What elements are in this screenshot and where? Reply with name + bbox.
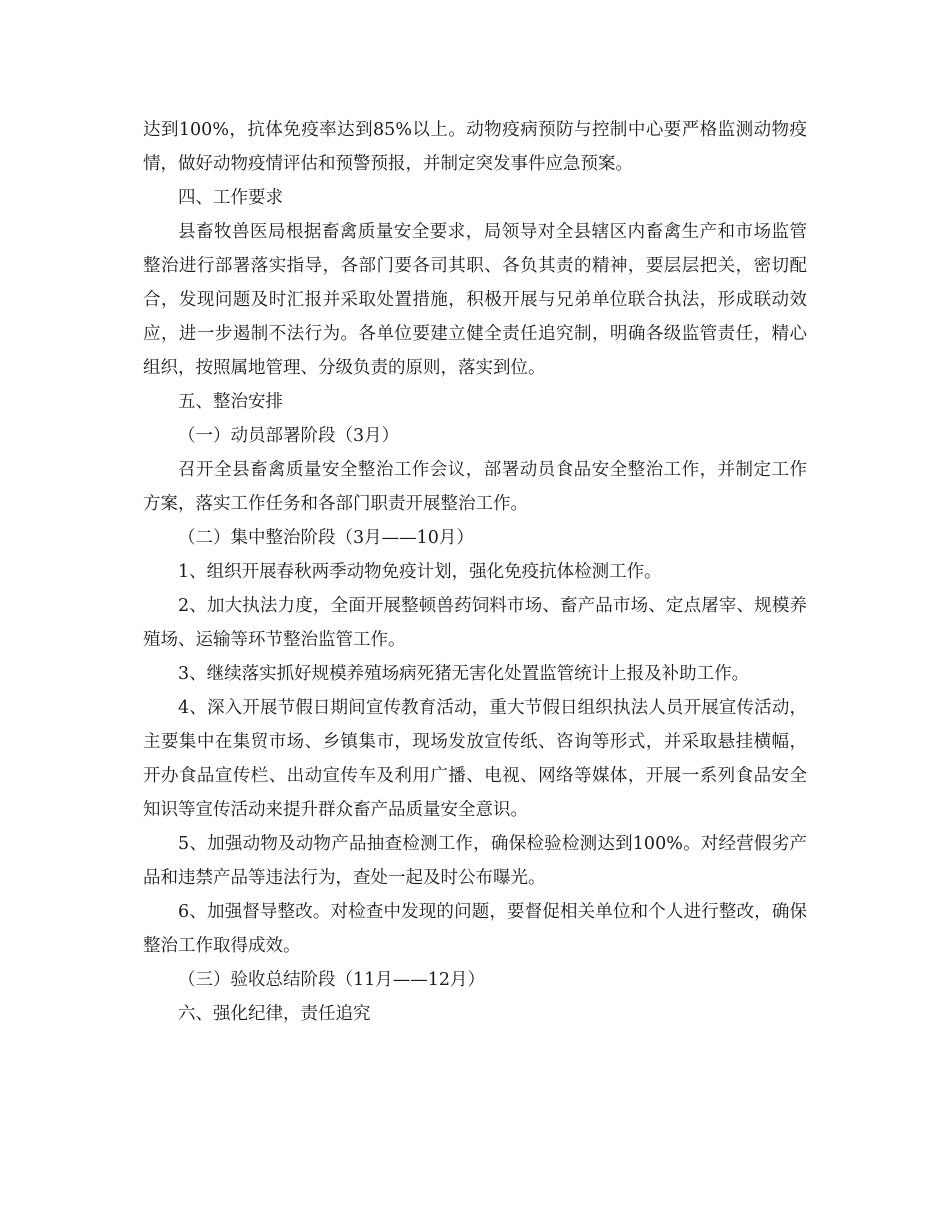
section-heading-5: 五、整治安排 — [178, 392, 283, 412]
paragraph-continued: 达到100%，抗体免疫率达到85%以上。动物疫病预防与控制中心要严格监测动物疫情，做好动物疫情评估和预警预报，并制定突发事件应急预案。 — [143, 120, 807, 174]
list-item-4: 4、深入开展节假日期间宣传教育活动，重大节假日组织执法人员开展宣传活动，主要集中在集贸市场、乡镇集市，现场发放宣传纸、咨询等形式，并采取悬挂横幅，开办食品宣传栏、出动宣传车及利用广播、电视、网络等媒体，开展一系列食品安全知识等宣传活动来提升群众畜产品质量安全意识。 — [143, 698, 807, 820]
list-item-6: 6、加强督导整改。对检查中发现的问题，要督促相关单位和个人进行整改，确保整治工作取得成效。 — [143, 902, 807, 956]
paragraph-work-requirements: 县畜牧兽医局根据畜禽质量安全要求，局领导对全县辖区内畜禽生产和市场监管整治进行部署落实指导，各部门要各司其职、各负其责的精神，要层层把关，密切配合，发现问题及时汇报并采取处置措施，积极开展与兄弟单位联合执法，形成联动效应，进一步遏制不法行为。各单位要建立健全责任追究制，明确各级监管责任，精心组织，按照属地管理、分级负责的原则，落实到位。 — [143, 222, 807, 378]
section-heading-4: 四、工作要求 — [178, 188, 283, 208]
subsection-heading-1: （一）动员部署阶段（3月） — [178, 426, 400, 446]
section-heading-6: 六、强化纪律，责任追究 — [178, 1004, 371, 1024]
list-item-1: 1、组织开展春秋两季动物免疫计划，强化免疫抗体检测工作。 — [178, 562, 662, 582]
list-item-3: 3、继续落实抓好规模养殖场病死猪无害化处置监管统计上报及补助工作。 — [178, 664, 750, 684]
subsection-heading-2: （二）集中整治阶段（3月——10月） — [178, 528, 474, 548]
paragraph-mobilization: 召开全县畜禽质量安全整治工作会议，部署动员食品安全整治工作，并制定工作方案，落实工作任务和各部门职责开展整治工作。 — [143, 460, 807, 514]
subsection-heading-3: （三）验收总结阶段（11月——12月） — [178, 970, 486, 990]
list-item-2: 2、加大执法力度，全面开展整顿兽药饲料市场、畜产品市场、定点屠宰、规模养殖场、运输等环节整治监管工作。 — [143, 596, 807, 650]
list-item-5: 5、加强动物及动物产品抽查检测工作，确保检验检测达到100%。对经营假劣产品和违禁产品等违法行为，查处一起及时公布曝光。 — [143, 834, 807, 888]
document-page — [143, 113, 807, 1031]
